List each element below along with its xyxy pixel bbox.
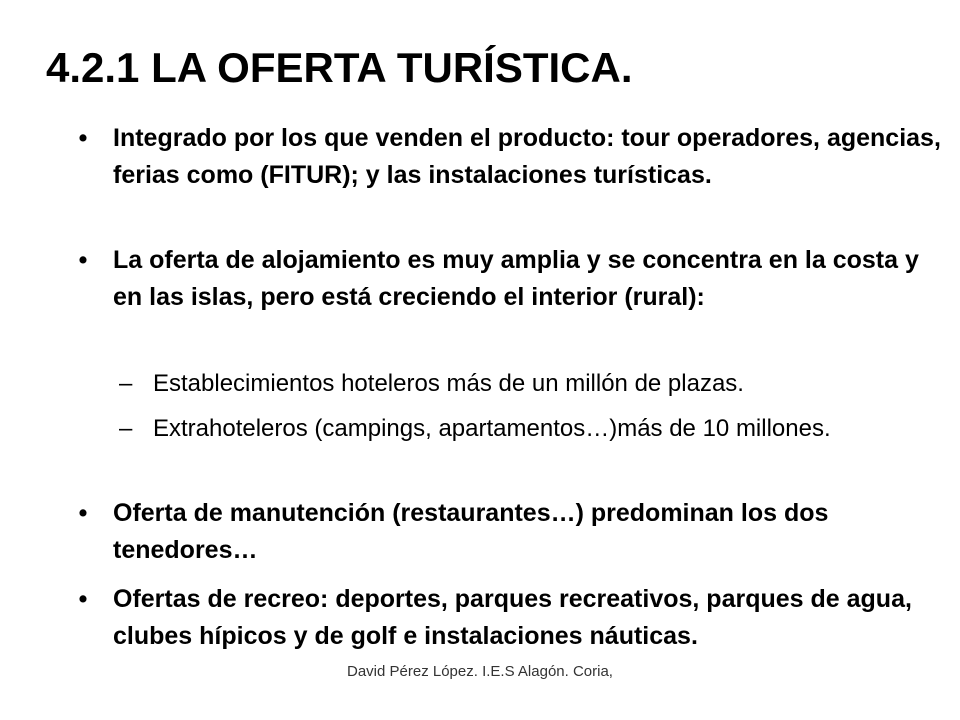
sub-bullet-text: Establecimientos hoteleros más de un millón de plazas. xyxy=(153,370,744,397)
bullet-marker: • xyxy=(78,124,88,152)
slide-footer: David Pérez López. I.E.S Alagón. Coria, xyxy=(347,663,613,680)
sub-bullet-text: Extrahoteleros (campings, apartamentos…)más de 10 millones. xyxy=(153,415,831,442)
bullet-marker: • xyxy=(78,585,88,613)
bullet-marker: • xyxy=(78,246,88,274)
bullet-text: La oferta de alojamiento es muy amplia y se concentra en la costa y en las islas, pero está creciendo el interior (rural): xyxy=(113,246,919,311)
sub-bullet-item xyxy=(119,365,943,402)
sub-bullet-marker: – xyxy=(119,370,133,397)
bullet-item xyxy=(78,120,943,194)
bullet-item xyxy=(78,242,943,316)
sub-bullet-marker: – xyxy=(119,415,133,442)
slide-title: 4.2.1 LA OFERTA TURÍSTICA. xyxy=(46,44,633,91)
bullet-item xyxy=(78,581,943,655)
sub-bullet-item xyxy=(119,410,943,447)
bullet-text: Oferta de manutención (restaurantes…) predominan los dos tenedores… xyxy=(113,499,829,564)
bullet-marker: • xyxy=(78,499,88,527)
bullet-text: Ofertas de recreo: deportes, parques recreativos, parques de agua, clubes hípicos y de golf e instalaciones náuticas. xyxy=(113,585,912,650)
bullet-item xyxy=(78,495,943,569)
bullet-text: Integrado por los que venden el producto: tour operadores, agencias, ferias como (FITUR); y las instalaciones turísticas. xyxy=(113,124,941,189)
